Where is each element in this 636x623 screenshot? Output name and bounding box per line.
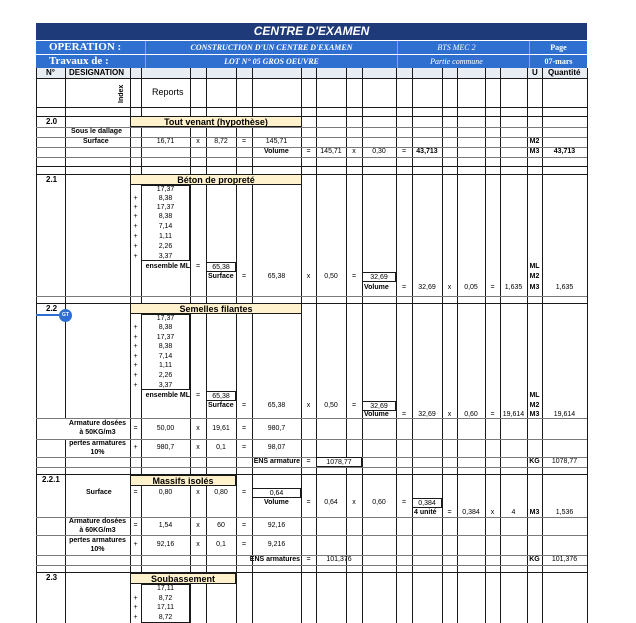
value-cell[interactable]: 3,37 xyxy=(158,382,173,389)
value-cell[interactable]: 7,14 xyxy=(158,353,173,360)
operation-row xyxy=(36,41,587,54)
plus-sign: + xyxy=(133,204,138,211)
section-number: 2.0 xyxy=(46,117,58,126)
unit-cell: M3 xyxy=(529,284,540,291)
equals-sign: = xyxy=(241,489,247,496)
ensemble-label: ensemble ML xyxy=(145,263,190,270)
armature-label: Armature dosées xyxy=(68,518,127,525)
plus-sign: + xyxy=(133,595,138,602)
unit-cell: KG xyxy=(529,458,540,465)
col-num: N° xyxy=(46,68,55,77)
cell[interactable]: 0,05 xyxy=(464,284,478,291)
value-cell[interactable]: 2,26 xyxy=(158,372,173,379)
equals-sign: = xyxy=(241,444,247,451)
equals-sign: = xyxy=(306,499,311,506)
volume-label: Volume xyxy=(264,499,289,506)
column-header-row xyxy=(36,68,587,78)
armature-label-dose: à 60KG/m3 xyxy=(79,527,116,534)
loss-label-percent: 10% xyxy=(90,449,105,456)
value-cell[interactable]: 1,11 xyxy=(158,233,173,240)
times-sign: x xyxy=(490,509,495,516)
equals-sign: = xyxy=(133,425,138,432)
value-cell[interactable]: 7,14 xyxy=(158,223,173,230)
volume-label: Volume xyxy=(364,411,389,418)
equals-sign: = xyxy=(306,556,311,563)
operation-value[interactable]: CONSTRUCTION D'UN CENTRE D'EXAMEN xyxy=(145,41,397,54)
plus-sign: + xyxy=(133,195,138,202)
cell[interactable]: 0,60 xyxy=(464,411,478,418)
col-designation: DESIGNATION xyxy=(69,68,124,77)
plus-sign: + xyxy=(133,324,138,331)
unit-cell: ML xyxy=(529,263,540,270)
plus-sign: + xyxy=(133,541,138,548)
value-cell[interactable]: 8,38 xyxy=(158,343,173,350)
value-cell[interactable]: 8,38 xyxy=(158,324,173,331)
cell[interactable]: 19,61 xyxy=(212,425,230,432)
cell[interactable]: 0,80 xyxy=(158,489,173,496)
section-title: Tout venant (hypothèse) xyxy=(130,116,302,127)
cell[interactable]: 8,72 xyxy=(214,138,228,145)
col-unit: U xyxy=(532,68,538,77)
times-sign: x xyxy=(196,444,200,451)
cell[interactable]: 43,713 xyxy=(416,148,438,155)
sheet-title: CENTRE D'EXAMEN xyxy=(36,23,587,40)
value-cell[interactable]: 17,11 xyxy=(157,604,174,611)
section-title: Massifs isolés xyxy=(130,475,236,486)
plus-sign: + xyxy=(133,353,138,360)
times-sign: x xyxy=(352,148,356,155)
travaux-row xyxy=(36,55,587,68)
cell[interactable]: 145,71 xyxy=(265,138,288,145)
times-sign: x xyxy=(196,138,200,145)
section-number: 2.1 xyxy=(46,175,58,184)
times-sign: x xyxy=(447,284,452,291)
cell[interactable]: 0,60 xyxy=(372,499,386,506)
times-sign: x xyxy=(196,522,200,529)
equals-sign: = xyxy=(401,499,407,506)
value-cell[interactable]: 1078,77 xyxy=(316,457,362,467)
armature-label-dose: à 50KG/m3 xyxy=(79,429,116,436)
unit-cell: KG xyxy=(529,556,540,563)
plus-sign: + xyxy=(133,233,138,240)
equals-sign: = xyxy=(351,402,357,409)
equals-sign: = xyxy=(490,284,495,291)
equals-sign: = xyxy=(241,425,247,432)
surface-label: Surface xyxy=(86,489,112,496)
volume-label: Volume xyxy=(364,284,389,291)
loss-label: pertes armatures xyxy=(69,440,126,447)
times-sign: x xyxy=(447,411,452,418)
armature-label: Armature dosées xyxy=(68,420,127,427)
equals-sign: = xyxy=(306,458,311,465)
cell[interactable]: 60 xyxy=(217,522,225,529)
value-cell[interactable]: 0,384 xyxy=(412,498,442,508)
value-cell[interactable]: 8,38 xyxy=(158,213,173,220)
cell[interactable]: 65,38 xyxy=(267,402,286,409)
section-number: 2.3 xyxy=(46,573,58,582)
plus-sign: + xyxy=(133,243,138,250)
operation-label: OPERATION : xyxy=(49,41,122,53)
cell[interactable]: 1,635 xyxy=(504,284,523,291)
unit-count-label: 4 unité xyxy=(414,509,437,516)
cell[interactable]: 145,71 xyxy=(320,148,342,155)
cell[interactable]: 32,69 xyxy=(418,284,436,291)
equals-sign: = xyxy=(195,263,201,270)
plus-sign: + xyxy=(133,382,138,389)
value-cell[interactable]: 17,37 xyxy=(156,186,175,193)
plus-sign: + xyxy=(133,614,138,621)
value-cell[interactable]: 1,11 xyxy=(158,362,173,369)
value-cell[interactable]: 32,69 xyxy=(362,401,396,411)
equals-sign: = xyxy=(133,489,138,496)
surface-label: Surface xyxy=(208,402,234,409)
cell[interactable]: 9,216 xyxy=(267,541,286,548)
unit-cell: M2 xyxy=(529,138,540,145)
equals-sign: = xyxy=(241,273,247,280)
unit-cell: M3 xyxy=(529,509,540,516)
equals-sign: = xyxy=(241,541,247,548)
plus-sign: + xyxy=(133,253,138,260)
value-cell[interactable]: 0,64 xyxy=(252,488,301,498)
volume-label: Volume xyxy=(264,148,289,155)
equals-sign: = xyxy=(195,392,201,399)
equals-sign: = xyxy=(447,509,452,516)
plus-sign: + xyxy=(133,604,138,611)
quantity-cell[interactable]: 101,376 xyxy=(551,556,578,563)
ensemble-label: ensemble ML xyxy=(145,392,190,399)
equals-sign: = xyxy=(241,522,247,529)
value-cell[interactable]: 65,38 xyxy=(206,262,236,272)
times-sign: x xyxy=(306,402,311,409)
section-title: Béton de propreté xyxy=(130,174,302,185)
reports-label: Reports xyxy=(152,87,184,97)
value-cell[interactable]: 3,37 xyxy=(158,253,173,260)
section-number: 2.2 xyxy=(46,304,58,313)
class-value[interactable]: BTS MEC 2 xyxy=(397,41,515,54)
plus-sign: + xyxy=(133,334,138,341)
page-label: Page xyxy=(529,41,587,54)
equals-sign: = xyxy=(490,411,495,418)
quantity-cell[interactable]: 19,614 xyxy=(553,411,576,418)
quantity-cell[interactable]: 1,635 xyxy=(555,284,574,291)
unit-cell: ML xyxy=(529,392,540,399)
date-value[interactable]: 07-mars xyxy=(529,55,587,68)
equals-sign: = xyxy=(306,148,311,155)
equals-sign: = xyxy=(351,273,357,280)
quantity-cell[interactable]: 1078,77 xyxy=(551,458,578,465)
index-column-label: Index xyxy=(118,84,125,104)
plus-sign: + xyxy=(133,223,138,230)
equals-sign: = xyxy=(401,411,407,418)
loss-label: pertes armatures xyxy=(69,537,126,544)
value-cell[interactable]: 17,11 xyxy=(157,585,174,592)
value-cell[interactable]: 8,72 xyxy=(158,595,173,602)
cell[interactable]: 0,80 xyxy=(214,489,228,496)
equals-sign: = xyxy=(133,522,138,529)
cell[interactable]: 92,16 xyxy=(156,541,175,548)
unit-cell: M2 xyxy=(529,273,540,280)
equals-sign: = xyxy=(401,148,407,155)
plus-sign: + xyxy=(133,362,138,369)
value-cell[interactable]: 17,37 xyxy=(156,315,175,322)
times-sign: x xyxy=(196,425,200,432)
cell[interactable]: 0,1 xyxy=(216,541,226,548)
cell[interactable]: 0,1 xyxy=(216,444,226,451)
quantity-cell[interactable]: 43,713 xyxy=(553,148,576,155)
loss-label-percent: 10% xyxy=(90,546,105,553)
section-title: Semelles filantes xyxy=(130,303,302,314)
cell[interactable]: 92,16 xyxy=(267,522,286,529)
times-sign: x xyxy=(196,489,200,496)
plus-sign: + xyxy=(133,343,138,350)
ens-armature-label: ENS armature xyxy=(253,458,300,465)
cell[interactable]: 0,64 xyxy=(324,499,338,506)
lot-value[interactable]: LOT N° 05 GROS OEUVRE xyxy=(145,55,397,68)
quantity-cell[interactable]: 1,536 xyxy=(555,509,574,516)
cell[interactable]: 4 xyxy=(511,509,516,516)
times-sign: x xyxy=(196,541,200,548)
surface-label: Surface xyxy=(208,273,234,280)
value-cell[interactable]: 101,376 xyxy=(326,556,352,563)
ens-armature-label: ENS armatures xyxy=(249,556,300,563)
value-cell[interactable]: 32,69 xyxy=(362,272,396,282)
unit-cell: M3 xyxy=(529,411,540,418)
value-cell[interactable]: 17,37 xyxy=(156,334,175,341)
partie-value[interactable]: Partie commune xyxy=(397,55,515,68)
unit-cell: M3 xyxy=(529,148,540,155)
cell[interactable]: 0,50 xyxy=(324,402,338,409)
times-sign: x xyxy=(306,273,311,280)
cell[interactable]: 19,614 xyxy=(502,411,525,418)
cell[interactable]: 980,7 xyxy=(267,425,286,432)
section-number: 2.2.1 xyxy=(42,475,60,484)
cell[interactable]: 0,384 xyxy=(462,509,480,516)
value-cell[interactable]: 65,38 xyxy=(206,391,236,401)
times-sign: x xyxy=(352,499,356,506)
cell[interactable]: 980,7 xyxy=(156,444,175,451)
cell[interactable]: 98,07 xyxy=(267,444,286,451)
cell[interactable]: 1,54 xyxy=(158,522,173,529)
cell[interactable]: 32,69 xyxy=(418,411,436,418)
travaux-label: Travaux de : xyxy=(49,55,109,67)
cell[interactable]: 16,71 xyxy=(156,138,175,145)
cell[interactable]: 50,00 xyxy=(156,425,175,432)
cell[interactable]: 0,50 xyxy=(324,273,338,280)
equals-sign: = xyxy=(241,138,247,145)
value-cell[interactable]: 17,37 xyxy=(156,204,175,211)
cell[interactable]: 0,30 xyxy=(372,148,386,155)
sub-label: Sous le dallage xyxy=(71,128,122,135)
value-cell[interactable]: 8,38 xyxy=(158,195,173,202)
plus-sign: + xyxy=(133,444,138,451)
value-cell[interactable]: 2,26 xyxy=(158,243,173,250)
section-title: Soubassement xyxy=(130,573,236,584)
value-cell[interactable]: 8,72 xyxy=(158,614,173,621)
surface-label: Surface xyxy=(83,138,109,145)
plus-sign: + xyxy=(133,372,138,379)
equals-sign: = xyxy=(241,402,247,409)
cell[interactable]: 65,38 xyxy=(267,273,286,280)
col-quantity: Quantité xyxy=(548,68,581,77)
unit-cell: M2 xyxy=(529,402,540,409)
plus-sign: + xyxy=(133,213,138,220)
equals-sign: = xyxy=(401,284,407,291)
user-badge[interactable]: GT xyxy=(59,309,72,322)
